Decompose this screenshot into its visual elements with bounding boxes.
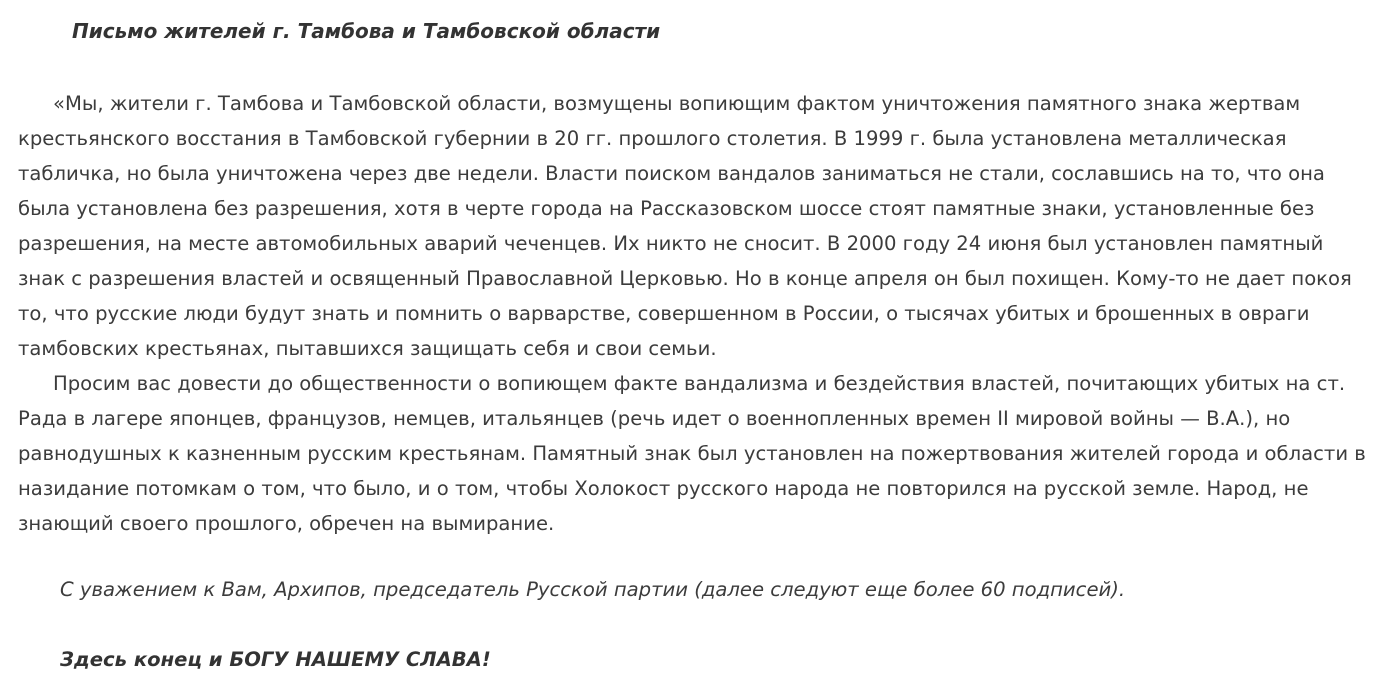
letter-title: Письмо жителей г. Тамбова и Тамбовской области	[72, 19, 661, 43]
paragraph-2: Просим вас довести до общественности о вопиющем факте вандализма и бездействия властей, почитающих убитых на ст. Рада в лагере японцев, французов, немцев, итальянцев (речь идет о военнопленных времен II мировой войны — В.А.), но равнодушных к казненным русским крестьянам. Памятный знак был установлен на пожертвования жителей города и области в назидание потомкам о том, что было, и о том, чтобы Холокост русского народа не повторился на русской земле. Народ, не знающий своего прошлого, обречен на вымирание.	[18, 372, 1366, 535]
letter-body	[18, 86, 1370, 541]
letter-signature: С уважением к Вам, Архипов, председатель Русской партии (далее следуют еще более 60 подписей).	[60, 578, 1126, 601]
final-line: Здесь конец и БОГУ НАШЕМУ СЛАВА!	[60, 648, 491, 671]
paragraph-1: «Мы, жители г. Тамбова и Тамбовской области, возмущены вопиющим фактом уничтожения памятного знака жертвам крестьянского восстания в Тамбовской губернии в 20 гг. прошлого столетия. В 1999 г. была установлена металлическая табличка, но была уничтожена через две недели. Власти поиском вандалов заниматься не стали, сославшись на то, что она была установлена без разрешения, хотя в черте города на Рассказовском шоссе стоят памятные знаки, установленные без разрешения, на месте автомобильных аварий чеченцев. Их никто не сносит. В 2000 году 24 июня был установлен памятный знак с разрешения властей и освященный Православной Церковью. Но в конце апреля он был похищен. Кому-то не дает покоя то, что русские люди будут знать и помнить о варварстве, совершенном в России, о тысячах убитых и брошенных в овраги тамбовских крестьянах, пытавшихся защищать себя и свои семьи.	[18, 92, 1352, 360]
